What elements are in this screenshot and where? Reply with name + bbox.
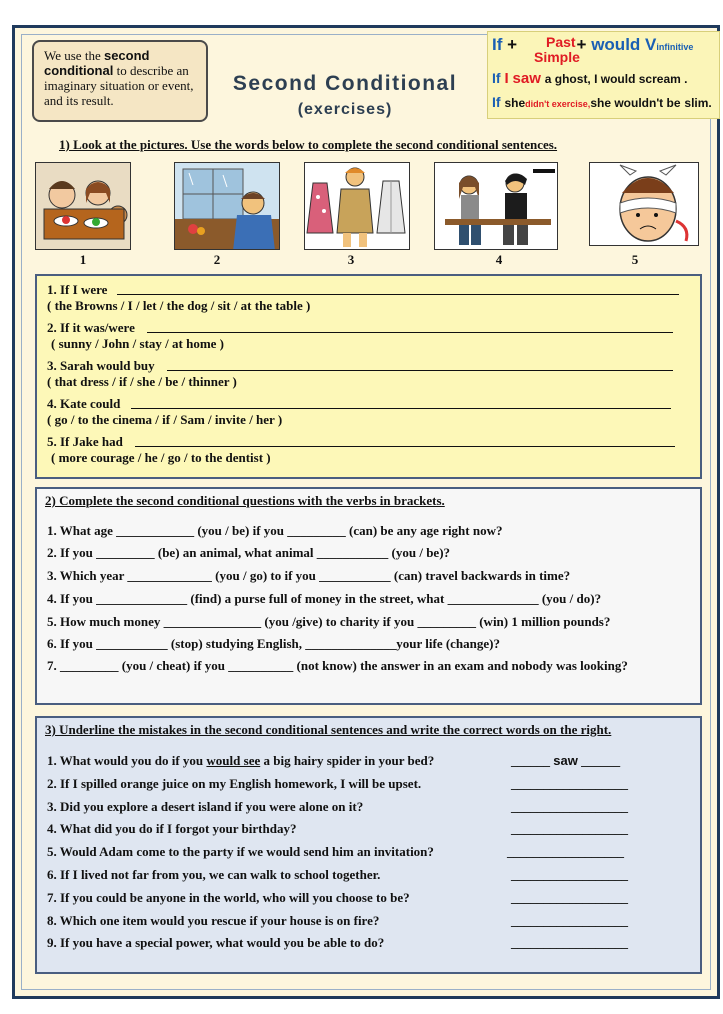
s1-item-1-answer-line[interactable] [117, 294, 679, 295]
picture-4-couple-bench [434, 162, 558, 250]
s1-item-5-hint: ( more courage / he / go / to the dentist ) [51, 450, 271, 465]
s3-item-6: 6. If I lived not far from you, we can walk to school together. [47, 867, 381, 882]
s1-item-4-answer-line[interactable] [131, 408, 671, 409]
picture-5-toothache [589, 162, 699, 246]
s3-item-3-answer[interactable]: __________________ [511, 799, 628, 814]
formula-plus-1: + [507, 35, 518, 54]
section1-instruction: 1) Look at the pictures. Use the words below to complete the second conditional sentences. [59, 137, 558, 152]
s1-item-2-hint: ( sunny / John / stay / at home ) [51, 336, 224, 351]
ex2-she: she [504, 96, 526, 110]
s3-item-3: 3. Did you explore a desert island if you were alone on it? [47, 799, 364, 814]
toothache-illustration [590, 163, 699, 246]
s3-item-1-answer-post: ______ [577, 753, 621, 768]
ex2-if: If [492, 94, 501, 110]
picture-label-2: 2 [213, 252, 221, 267]
page-title: Second Conditional [232, 72, 458, 95]
s3-item-1-answer-pre: ______ [511, 753, 554, 768]
s3-item-4: 4. What did you do if I forgot your birthday? [47, 821, 297, 836]
intro-box [32, 40, 208, 122]
intro-text-1: We use the [44, 48, 104, 63]
s2-item-3: 3. Which year _____________ (you / go) to if you ___________ (can) travel backwards in time? [47, 568, 571, 583]
ex2-end: slim. [684, 96, 712, 110]
intro-bold-second: second [103, 48, 150, 63]
s1-item-5-prompt: 5. If Jake had [47, 434, 123, 449]
formula-example-2 [492, 94, 712, 110]
s3-item-2: 2. If I spilled orange juice on my English homework, I will be upset. [47, 776, 422, 791]
rainy-window-illustration [175, 163, 280, 250]
s1-item-1-hint: ( the Browns / I / let / the dog / sit / at the table ) [47, 298, 311, 313]
picture-label-5: 5 [631, 252, 639, 267]
s1-item-3-hint: ( that dress / if / she / be / thinner ) [47, 374, 237, 389]
formula-past: Past [546, 34, 576, 50]
formula-example-1 [492, 70, 687, 87]
s3-item-9: 9. If you have a special power, what would you be able to do? [47, 935, 385, 950]
s2-item-4: 4. If you ______________ (find) a purse full of money in the street, what ______________ (you / do)? [47, 591, 602, 606]
s3-item-7: 7. If you could be anyone in the world, who will you choose to be? [47, 890, 410, 905]
s3-item-1-answer[interactable] [511, 753, 620, 769]
s2-item-7: 7. _________ (you / cheat) if you __________ (not know) the answer in an exam and nobody was looking? [47, 658, 628, 673]
section1-box [35, 274, 702, 479]
formula-v: V [645, 35, 657, 54]
section2-box [35, 487, 702, 705]
s2-item-2: 2. If you _________ (be) an animal, what animal ___________ (you / be)? [47, 545, 451, 560]
s3-item-8: 8. Which one item would you rescue if your house is on fire? [47, 913, 380, 928]
s3-item-4-answer[interactable]: __________________ [511, 821, 628, 836]
s3-item-5-answer[interactable]: __________________ [507, 844, 624, 859]
s1-item-5-answer-line[interactable] [135, 446, 675, 447]
section3-box [35, 716, 702, 974]
intro-bold-conditional: conditional [44, 63, 114, 78]
s2-item-1: 1. What age ____________ (you / be) if you _________ (can) be any age right now? [47, 523, 503, 538]
s3-item-1-pre: 1. What would you do if you [47, 753, 207, 768]
picture-2-rainy-window [174, 162, 280, 250]
formula-rule [492, 34, 694, 65]
worksheet-page [12, 25, 720, 999]
formula-if: If [492, 35, 503, 54]
formula-plus-2: + [576, 35, 587, 54]
s3-item-1-answer-word: saw [553, 753, 578, 768]
ex1-if: If [492, 70, 501, 86]
s1-item-3-answer-line[interactable] [167, 370, 673, 371]
s3-item-1-post: a big hairy spider in your bed? [260, 753, 435, 768]
formula-box [487, 31, 720, 119]
ex2-rest: she wouldn't be [590, 96, 681, 110]
picture-label-4: 4 [495, 252, 503, 267]
picture-1-family-dinner [35, 162, 131, 250]
s3-item-7-answer[interactable]: __________________ [511, 890, 628, 905]
section2-instruction: 2) Complete the second conditional questions with the verbs in brackets. [45, 493, 445, 508]
page-subtitle: (exercises) [297, 101, 393, 118]
s1-item-3-prompt: 3. Sarah would buy [47, 358, 155, 373]
couple-illustration [435, 163, 558, 250]
s3-item-6-answer[interactable]: __________________ [511, 867, 628, 882]
s3-item-5: 5. Would Adam come to the party if we would send him an invitation? [47, 844, 434, 859]
picture-3-shopping-dresses [304, 162, 410, 250]
family-dinner-illustration [36, 163, 131, 250]
s2-item-5: 5. How much money _______________ (you /give) to charity if you _________ (win) 1 million pounds? [47, 614, 611, 629]
s1-item-1-prompt: 1. If I were [47, 282, 108, 297]
s3-item-2-answer[interactable]: __________________ [511, 776, 628, 791]
formula-would: would [591, 35, 641, 54]
ex2-didnt: didn't exercise, [525, 99, 591, 109]
picture-label-1: 1 [79, 252, 87, 267]
formula-simple: Simple [534, 49, 580, 65]
s3-item-9-answer[interactable]: __________________ [511, 935, 628, 950]
s1-item-2-answer-line[interactable] [147, 332, 673, 333]
ex1-rest: a ghost, I would scream . [544, 72, 688, 86]
formula-infinitive: infinitive [656, 42, 694, 52]
s1-item-4-prompt: 4. Kate could [47, 396, 121, 411]
intro-text-2: to describe an imaginary situation or event, and its result. [44, 63, 194, 108]
s1-item-2-prompt: 2. If it was/were [47, 320, 135, 335]
s3-item-1 [47, 753, 434, 769]
section3-instruction: 3) Underline the mistakes in the second conditional sentences and write the correct words on the right. [45, 722, 612, 737]
s1-item-4-hint: ( go / to the cinema / if / Sam / invite / her ) [47, 412, 283, 427]
picture-label-3: 3 [347, 252, 355, 267]
s2-item-6: 6. If you ___________ (stop) studying English, ______________your life (change)? [47, 636, 500, 651]
s3-item-8-answer[interactable]: __________________ [511, 913, 628, 928]
ex1-i: I [504, 70, 509, 87]
ex1-saw: saw [512, 70, 541, 87]
s3-item-1-mistake[interactable]: would see [206, 753, 261, 768]
dresses-illustration [305, 163, 410, 250]
